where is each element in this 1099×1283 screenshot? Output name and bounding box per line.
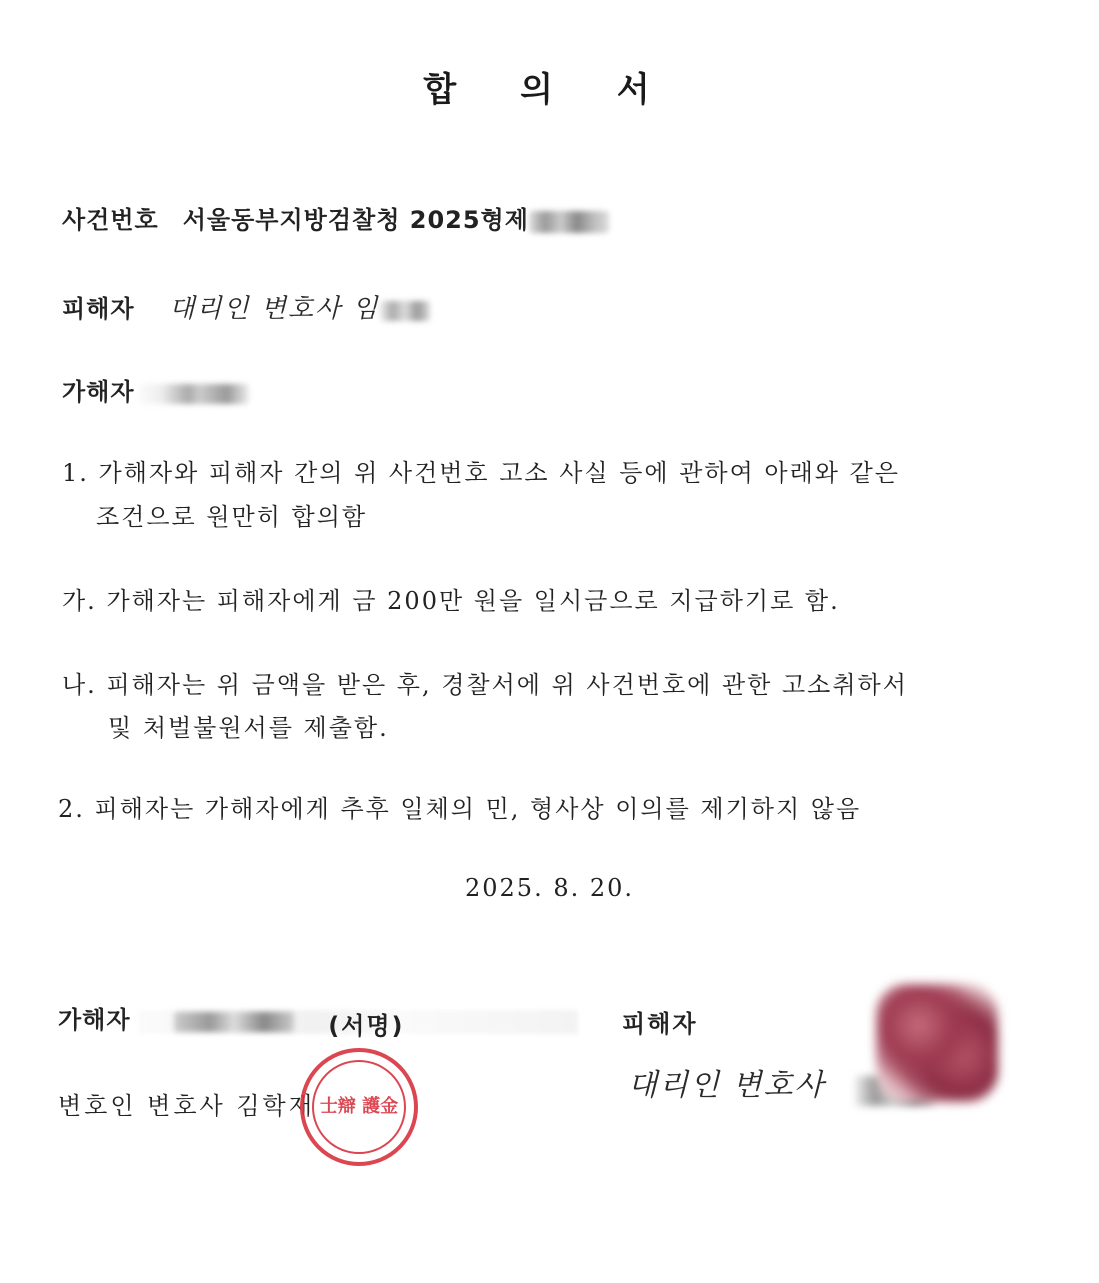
- clause-1-line-2: 조건으로 원만히 합의함: [96, 503, 368, 531]
- redacted-victim-name: [380, 301, 430, 321]
- offender-row: [62, 372, 249, 407]
- victim-handwritten-signature: 대리인 변호사: [628, 1068, 826, 1103]
- case-number-row: [62, 200, 609, 235]
- offender-label: 가해자: [62, 378, 135, 406]
- clause-na-line-1: 나. 피해자는 위 금액을 받은 후, 경찰서에 위 사건번호에 관한 고소취하서: [62, 671, 908, 699]
- victim-signature-label: 피해자: [622, 1010, 698, 1038]
- redacted-offender-name: [139, 384, 249, 404]
- clause-ga: 가. 가해자는 피해자에게 금 200만 원을 일시금으로 지급하기로 함.: [62, 587, 840, 615]
- offender-signature-label: 가해자: [58, 1006, 131, 1034]
- redacted-offender-signature-name: [174, 1012, 294, 1032]
- victim-handwritten: 대리인 변호사 임: [169, 294, 380, 324]
- clause-na-line-2: 및 처벌불원서를 제출함.: [108, 714, 389, 742]
- offender-signature-row: [58, 1000, 578, 1040]
- signature-marker: (서명): [328, 1011, 405, 1040]
- lawyer-seal-text: 士辯 護金: [312, 1060, 406, 1154]
- clause-2: 2. 피해자는 가해자에게 추후 일체의 민, 형사상 이의를 제기하지 않음: [58, 795, 862, 823]
- agreement-date: 2025. 8. 20.: [464, 874, 635, 902]
- case-number-label: 사건번호: [62, 206, 159, 234]
- document-title: 합 의 서: [423, 70, 676, 110]
- victim-row: [62, 288, 430, 325]
- victim-label: 피해자: [62, 295, 135, 323]
- offender-signature-line: [138, 1010, 578, 1040]
- redacted-victim-seal-icon: [876, 984, 998, 1102]
- lawyer-seal-icon: [300, 1048, 418, 1166]
- defense-lawyer: 변호인 변호사 김학재: [58, 1092, 315, 1120]
- clause-1-line-1: 1. 가해자와 피해자 간의 위 사건번호 고소 사실 등에 관하여 아래와 같은: [62, 459, 900, 487]
- case-number-value: 서울동부지방검찰청 2025형제: [182, 206, 529, 234]
- redacted-case-number: [529, 211, 609, 233]
